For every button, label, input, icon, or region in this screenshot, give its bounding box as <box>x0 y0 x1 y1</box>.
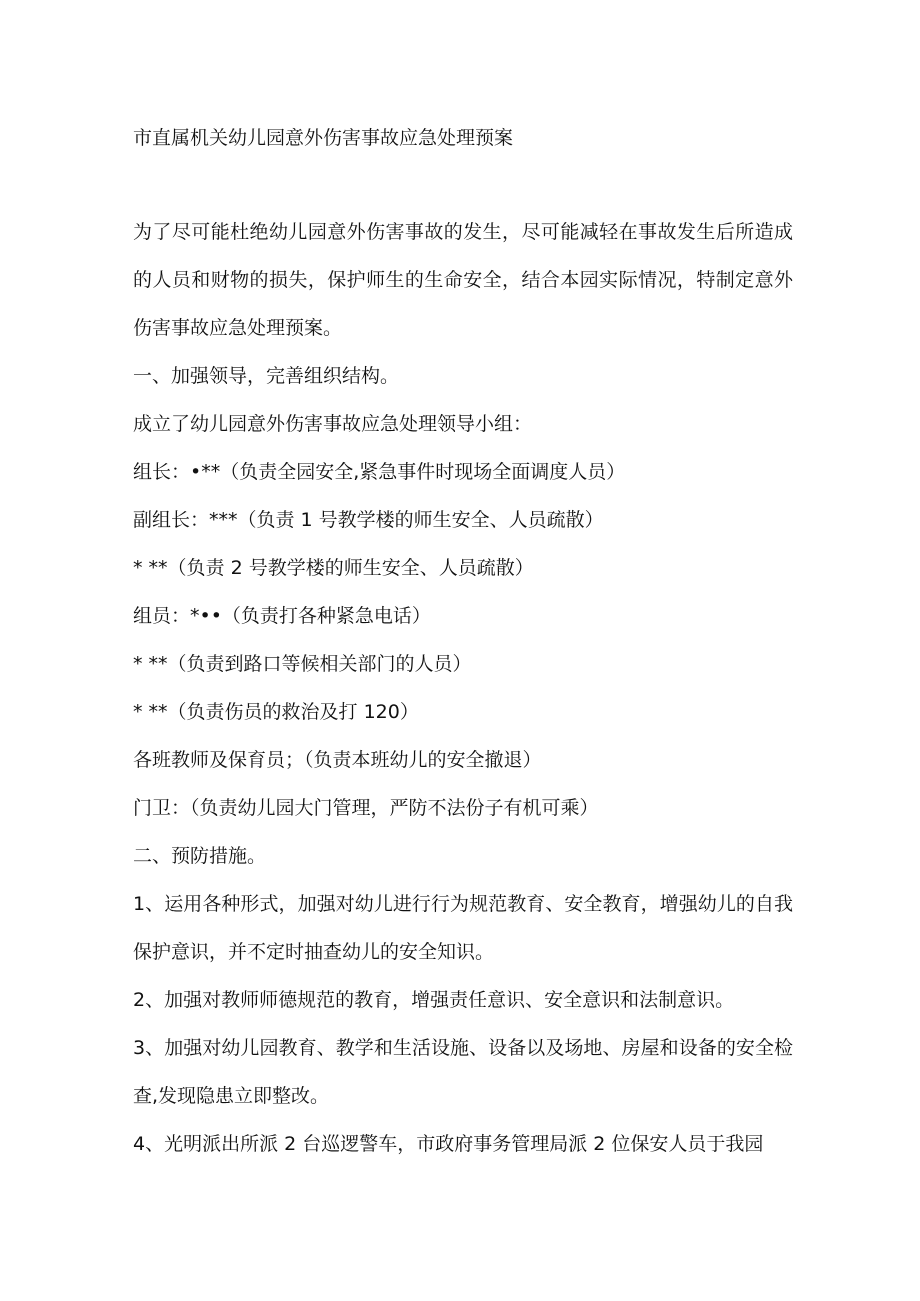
document-body <box>133 208 793 1168</box>
measure-item-1: 1、运用各种形式，加强对幼儿进行行为规范教育、安全教育，增强幼儿的自我保护意识，并不定时抽查幼儿的安全知识。 <box>133 893 793 963</box>
list-item-teachers: 各班教师及保育员；（负责本班幼儿的安全撤退） <box>133 749 542 771</box>
list-item-deputy-leader: 副组长：***（负责 1 号教学楼的师生安全、人员疏散） <box>133 509 604 531</box>
list-item-member-phone: 组员：*••（负责打各种紧急电话） <box>133 605 431 627</box>
document-title: 市直属机关幼儿园意外伤害事故应急处理预案 <box>133 127 514 149</box>
measure-item-2: 2、加强对教师师德规范的教育，增强责任意识、安全意识和法制意识。 <box>133 989 735 1011</box>
list-item-member-rescue: * **（负责伤员的救治及打 120） <box>133 701 419 723</box>
paragraph-group-established: 成立了幼儿园意外伤害事故应急处理领导小组： <box>133 413 533 435</box>
paragraph-intro: 为了尽可能杜绝幼儿园意外伤害事故的发生，尽可能减轻在事故发生后所造成的人员和财物的损失，保护师生的生命安全，结合本园实际情况，特制定意外伤害事故应急处理预案。 <box>133 221 793 339</box>
section-heading-leadership: 一、加强领导，完善组织结构。 <box>133 365 400 387</box>
list-item-guard: 门卫：（负责幼儿园大门管理，严防不法份子有机可乘） <box>133 797 599 819</box>
list-item-leader: 组长：•**（负责全园安全,紧急事件时现场全面调度人员） <box>133 461 626 483</box>
section-heading-prevention: 二、预防措施。 <box>133 845 267 867</box>
list-item-building-2: * **（负责 2 号教学楼的师生安全、人员疏散） <box>133 557 534 579</box>
list-item-member-crossing: * **（负责到路口等候相关部门的人员） <box>133 653 472 675</box>
measure-item-3: 3、加强对幼儿园教育、教学和生活设施、设备以及场地、房屋和设备的安全检查,发现隐患立即整改。 <box>133 1037 793 1107</box>
measure-item-4: 4、光明派出所派 2 台巡逻警车，市政府事务管理局派 2 位保安人员于我园 <box>133 1133 764 1155</box>
